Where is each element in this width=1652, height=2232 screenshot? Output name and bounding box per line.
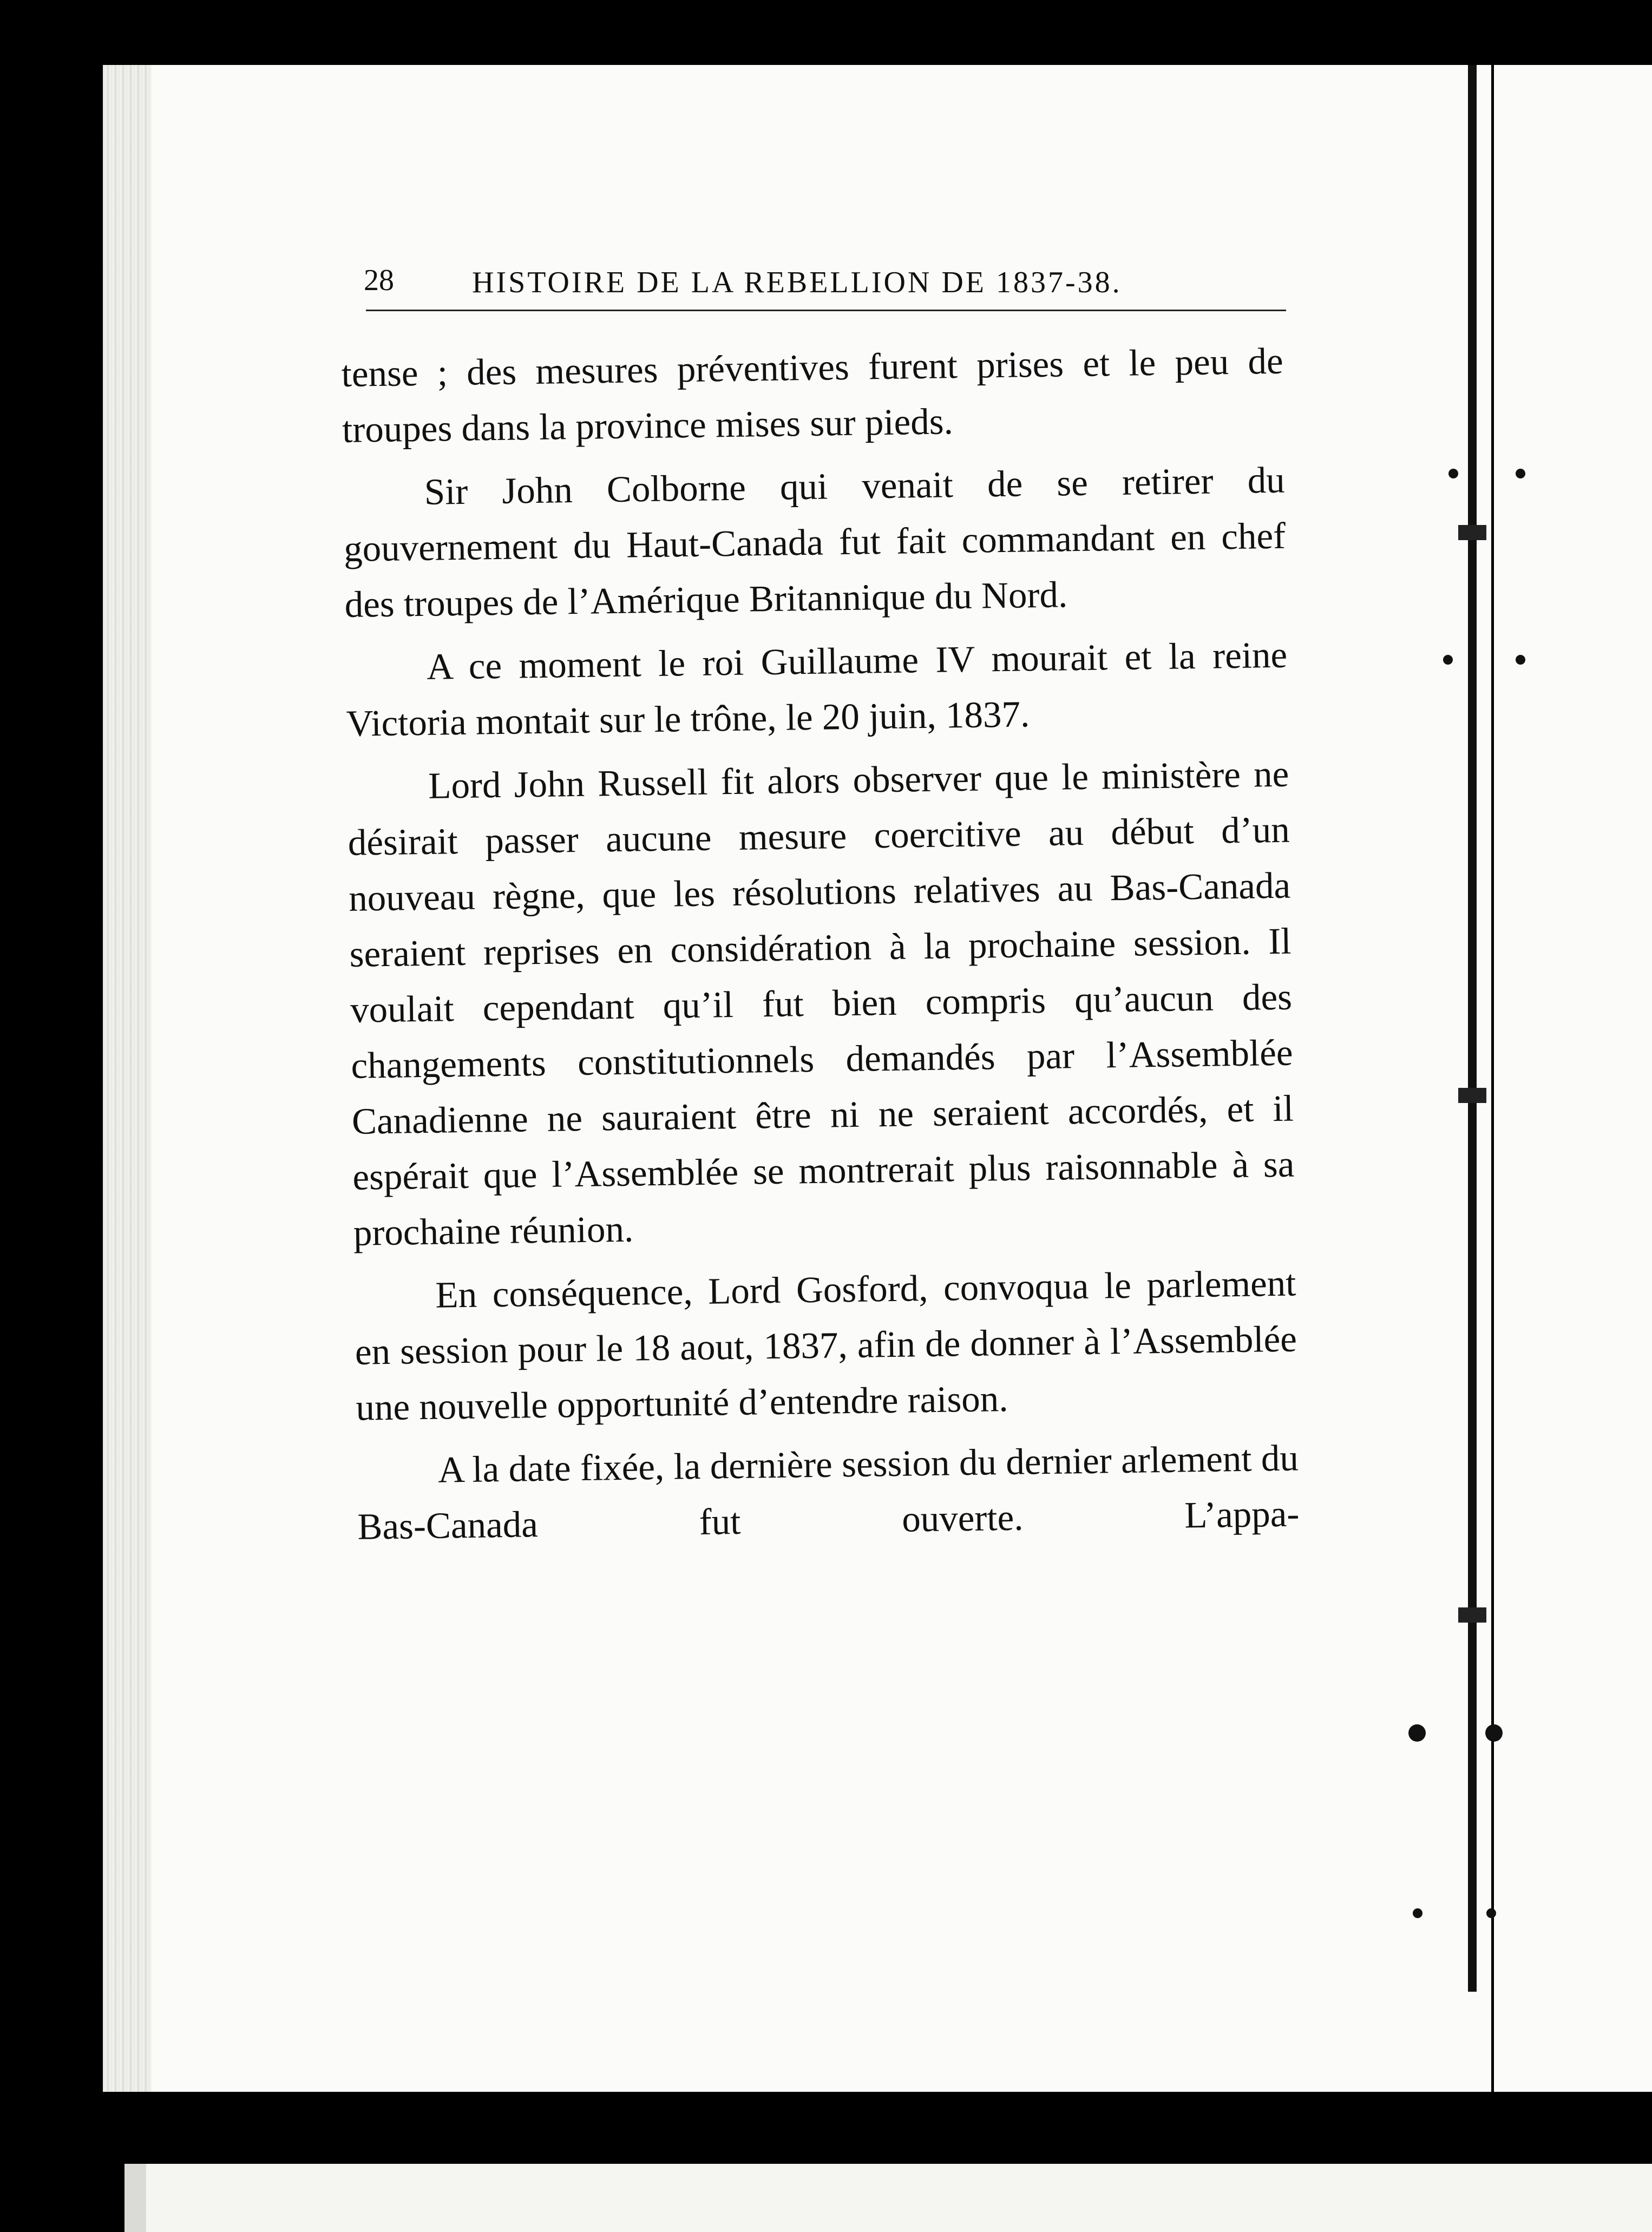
header-rule (366, 310, 1286, 311)
binding-hole (1485, 1724, 1503, 1742)
binding-stitch (1458, 1607, 1486, 1623)
binding-stitch (1458, 525, 1486, 540)
next-page-edge (124, 2164, 1652, 2232)
binding-hole (1408, 1724, 1426, 1742)
paragraph: En conséquence, Lord Gosford, convoqua le parlement en session pour le 18 aout, 1837, afin de donner à l’Assemblée une nouvelle opportunité d’entendre raison. (355, 1262, 1297, 1428)
paragraph: A la date fixée, la dernière session du dernier arlement du Bas-Canada fut ouverte. L’appa- (357, 1437, 1300, 1547)
page-number: 28 (364, 264, 394, 297)
paragraph: tense ; des mesures préventives furent prises et le peu de troupes dans la province mises sur pieds. (341, 340, 1284, 450)
paragraph: Sir John Colborne qui venait de se retirer du gouvernement du Haut-Canada fut fait commandant en chef des troupes de l’Amérique Britannique du Nord. (343, 459, 1286, 625)
body-text (341, 333, 1300, 1555)
running-header (364, 258, 1288, 312)
page-stack-edge (103, 65, 152, 2092)
binding-hole (1413, 1908, 1422, 1918)
paragraph: A ce moment le roi Guillaume IV mourait et la reine Victoria montait sur le trône, le 20 juin, 1837. (346, 634, 1288, 744)
facing-page-edge (1494, 65, 1652, 2092)
binding-hole (1516, 655, 1525, 665)
binding-edge (1468, 65, 1477, 1992)
binding-hole (1486, 1908, 1496, 1918)
binding-hole (1443, 655, 1453, 665)
binding-hole (1516, 469, 1525, 478)
binding-stitch (1458, 1088, 1486, 1103)
binding-hole (1448, 469, 1458, 478)
paragraph: Lord John Russell fit alors observer que le ministère ne désirait passer aucune mesure coercitive au début d’un nouveau règne, que les résolutions relatives au Bas-Canada seraient reprises en considération à la prochaine session. Il voulait cependant qu’il fut bien compris qu’aucun des changements constitutionnels demandés par l’Assemblée Canadienne ne sauraient être ni ne seraient accordés, et il espérait que l’Assemblée se montrerait plus raisonnable à sa prochaine réunion. (348, 753, 1295, 1253)
running-title: HISTOIRE DE LA REBELLION DE 1837-38. (472, 266, 1122, 299)
